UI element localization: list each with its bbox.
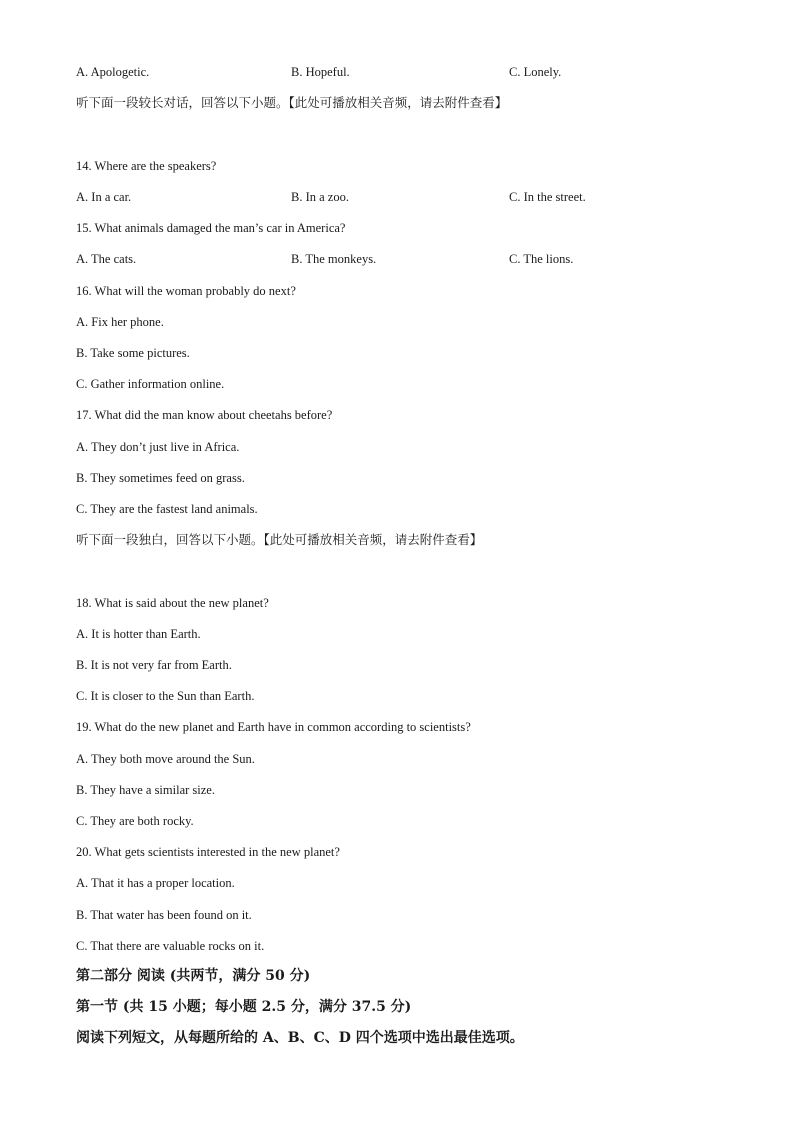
q18-question: 18. What is said about the new planet? xyxy=(76,596,269,610)
q17-option-a: A. They don’t just live in Africa. xyxy=(76,440,240,454)
q18-option-c: C. It is closer to the Sun than Earth. xyxy=(76,689,255,703)
dialogue-instruction: 听下面一段较长对话，回答以下小题。【此处可播放相关音频，请去附件查看】 xyxy=(76,95,508,110)
q14-option-c: C. In the street. xyxy=(509,190,586,204)
section1-heading: 第一节 (共 15 小题；每小题 2.5 分，满分 37.5 分) xyxy=(76,999,412,1015)
q18-option-a: A. It is hotter than Earth. xyxy=(76,627,201,641)
q20-option-a: A. That it has a proper location. xyxy=(76,876,235,890)
q14-options xyxy=(76,189,716,205)
q20-option-c: C. That there are valuable rocks on it. xyxy=(76,939,265,953)
q15-question: 15. What animals damaged the man’s car in America? xyxy=(76,221,346,235)
q19-question: 19. What do the new planet and Earth have in common according to scientists? xyxy=(76,720,471,734)
q17-option-b: B. They sometimes feed on grass. xyxy=(76,471,245,485)
q15-options xyxy=(76,251,716,267)
q13-option-a: A. Apologetic. xyxy=(76,65,150,79)
q15-option-c: C. The lions. xyxy=(509,252,574,266)
q13-options xyxy=(76,64,716,80)
q16-option-c: C. Gather information online. xyxy=(76,377,225,391)
reading-instruction: 阅读下列短文，从每题所给的 A、B、C、D 四个选项中选出最佳选项。 xyxy=(76,1030,524,1046)
q16-option-b: B. Take some pictures. xyxy=(76,346,190,360)
q15-option-a: A. The cats. xyxy=(76,252,137,266)
q15-option-b: B. The monkeys. xyxy=(291,252,377,266)
q19-option-c: C. They are both rocky. xyxy=(76,814,194,828)
q13-option-b: B. Hopeful. xyxy=(291,65,350,79)
monologue-instruction: 听下面一段独白，回答以下小题。【此处可播放相关音频，请去附件查看】 xyxy=(76,532,483,547)
q13-option-c: C. Lonely. xyxy=(509,65,562,79)
q20-option-b: B. That water has been found on it. xyxy=(76,908,252,922)
q17-question: 17. What did the man know about cheetahs before? xyxy=(76,408,333,422)
q19-option-a: A. They both move around the Sun. xyxy=(76,752,255,766)
q14-option-b: B. In a zoo. xyxy=(291,190,349,204)
q19-option-b: B. They have a similar size. xyxy=(76,783,215,797)
q17-option-c: C. They are the fastest land animals. xyxy=(76,502,258,516)
q20-question: 20. What gets scientists interested in the new planet? xyxy=(76,845,340,859)
part2-heading: 第二部分 阅读 (共两节，满分 50 分) xyxy=(76,968,311,984)
q18-option-b: B. It is not very far from Earth. xyxy=(76,658,232,672)
q16-question: 16. What will the woman probably do next? xyxy=(76,284,296,298)
q16-option-a: A. Fix her phone. xyxy=(76,315,164,329)
q14-option-a: A. In a car. xyxy=(76,190,132,204)
q14-question: 14. Where are the speakers? xyxy=(76,159,217,173)
